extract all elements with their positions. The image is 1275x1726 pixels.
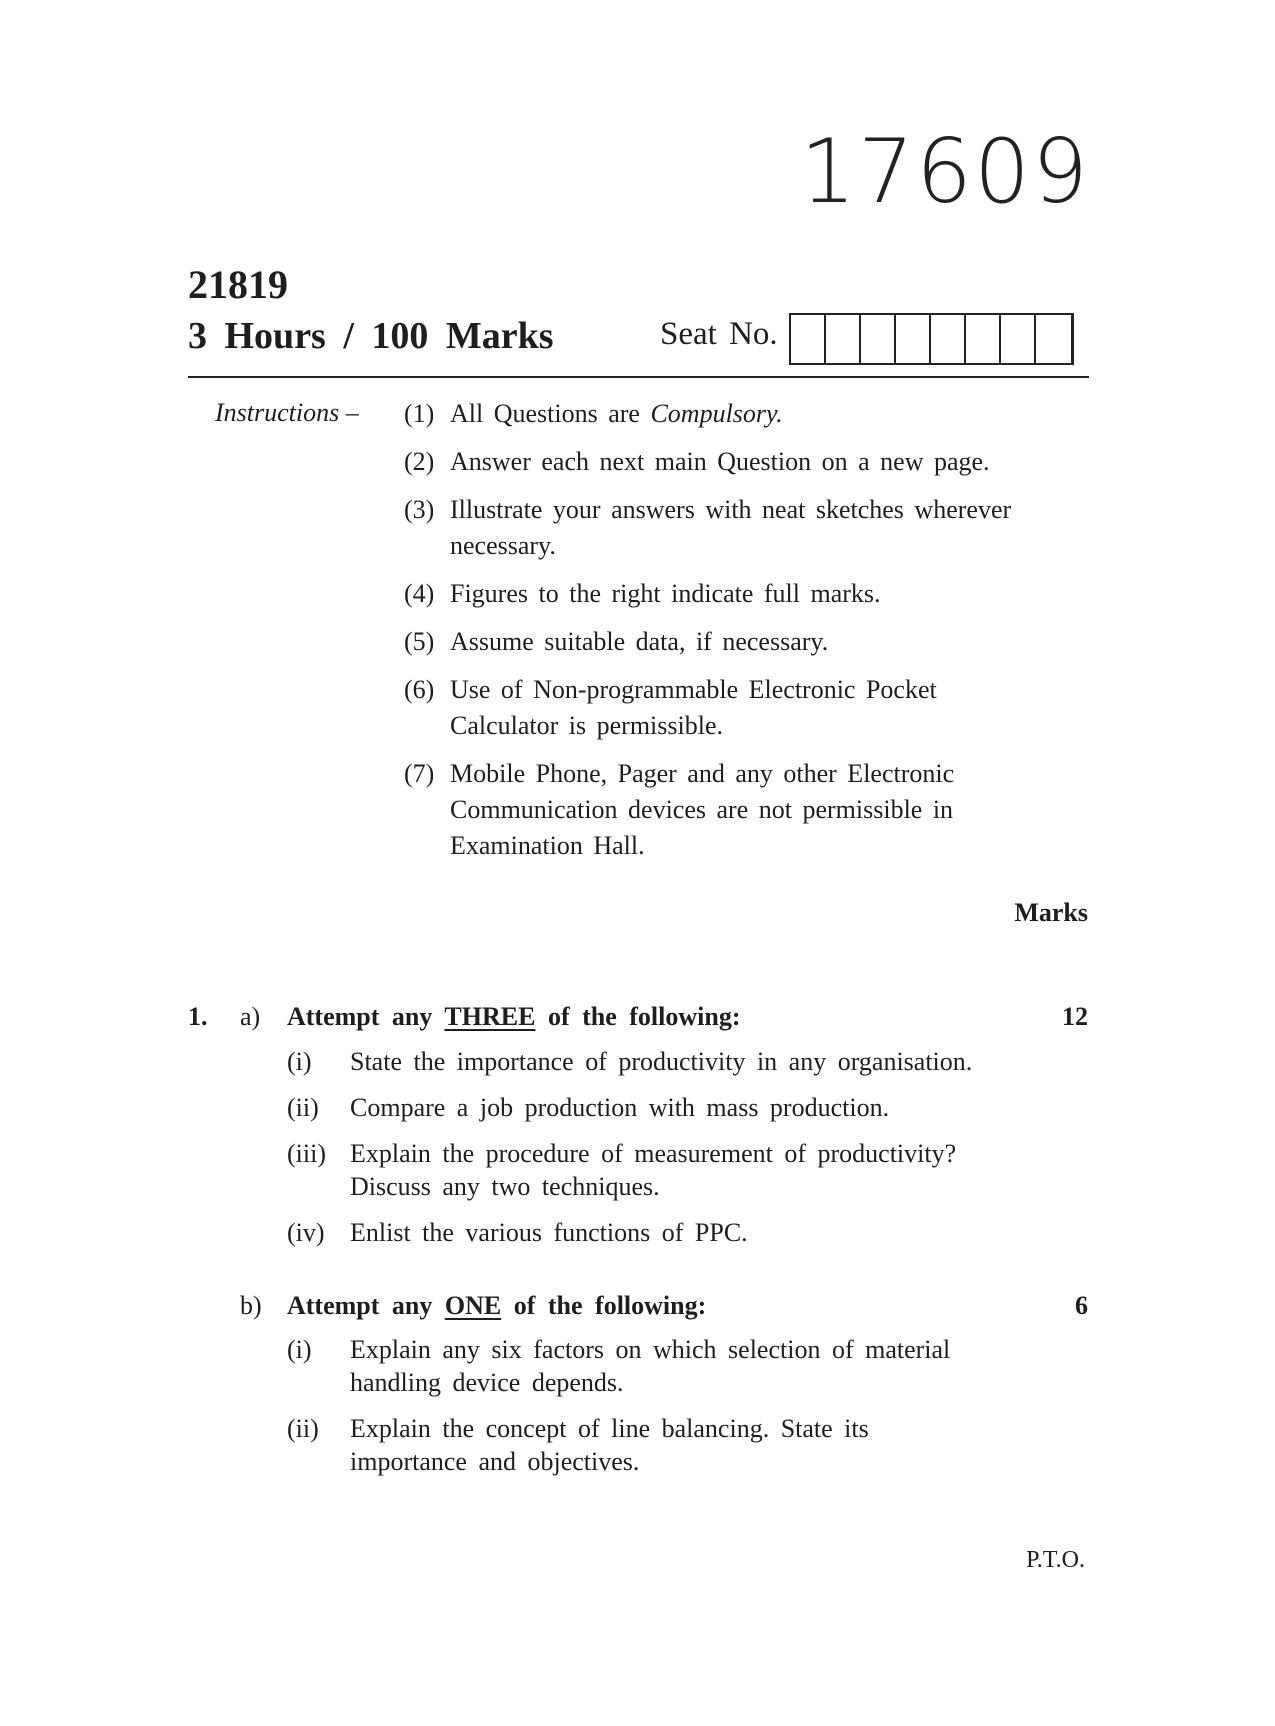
instruction-number: (3) (404, 495, 435, 524)
question-part-label: a) (240, 1002, 261, 1031)
instruction-text: Illustrate your answers with neat sketches wherever necessary. (450, 495, 1012, 560)
seat-box[interactable] (931, 315, 966, 363)
compulsory-emphasis: Compulsory. (650, 399, 783, 428)
seat-box[interactable] (826, 315, 861, 363)
question-part-marks: 6 (1075, 1291, 1088, 1320)
sub-question-text: State the importance of productivity in any organisation. (350, 1047, 973, 1076)
instruction-number: (2) (404, 447, 435, 476)
seat-box[interactable] (861, 315, 896, 363)
choice-keyword: ONE (444, 1291, 502, 1320)
seat-box[interactable] (966, 315, 1001, 363)
paper-code: 17609 (800, 120, 1090, 223)
sub-question-text: Explain any six factors on which selection of material handling device depends. (350, 1335, 951, 1397)
sub-question-text: Explain the procedure of measurement of productivity? Discuss any two techniques. (350, 1139, 957, 1201)
instruction-number: (5) (404, 627, 435, 656)
question-part-heading: Attempt any ONE of the following: (287, 1291, 707, 1320)
duration-marks: 3 Hours / 100 Marks (188, 315, 554, 357)
seat-box[interactable] (1036, 315, 1071, 363)
sub-question-number: (i) (287, 1335, 312, 1364)
sub-question-number: (iv) (287, 1218, 325, 1247)
header-divider (188, 376, 1089, 378)
instruction-number: (7) (404, 759, 435, 788)
sub-question-number: (iii) (287, 1139, 326, 1168)
sub-question-number: (ii) (287, 1093, 319, 1122)
question-part-label: b) (240, 1291, 262, 1320)
marks-column-header: Marks (1014, 898, 1088, 927)
question-part-heading: Attempt any THREE of the following: (287, 1002, 741, 1031)
sub-question-text: Enlist the various functions of PPC. (350, 1218, 748, 1247)
page-turn-over: P.T.O. (1026, 1547, 1085, 1573)
question-number: 1. (188, 1002, 208, 1031)
instruction-text: Assume suitable data, if necessary. (450, 627, 829, 656)
instruction-number: (6) (404, 675, 435, 704)
instruction-text: Figures to the right indicate full marks. (450, 579, 881, 608)
instructions-label: Instructions – (215, 398, 359, 427)
sub-question-number: (ii) (287, 1414, 319, 1443)
sub-question-text: Explain the concept of line balancing. State its importance and objectives. (350, 1414, 869, 1476)
seat-box[interactable] (896, 315, 931, 363)
instruction-number: (4) (404, 579, 435, 608)
seat-box[interactable] (791, 315, 826, 363)
instruction-text: Answer each next main Question on a new page. (450, 447, 990, 476)
question-part-marks: 12 (1062, 1002, 1088, 1031)
seat-number-label: Seat No. (660, 316, 778, 352)
instruction-number: (1) (404, 399, 435, 428)
seat-box[interactable] (1001, 315, 1036, 363)
instruction-text: All Questions are Compulsory. (450, 399, 783, 428)
instruction-text: Use of Non-programmable Electronic Pocket Calculator is permissible. (450, 675, 937, 740)
sub-question-number: (i) (287, 1047, 312, 1076)
choice-keyword: THREE (444, 1002, 536, 1031)
instruction-text: Mobile Phone, Pager and any other Electronic Communication devices are not permissible in Examination Hall. (450, 759, 955, 860)
seat-number-boxes[interactable] (789, 313, 1074, 365)
subject-code: 21819 (188, 262, 288, 307)
sub-question-text: Compare a job production with mass production. (350, 1093, 890, 1122)
